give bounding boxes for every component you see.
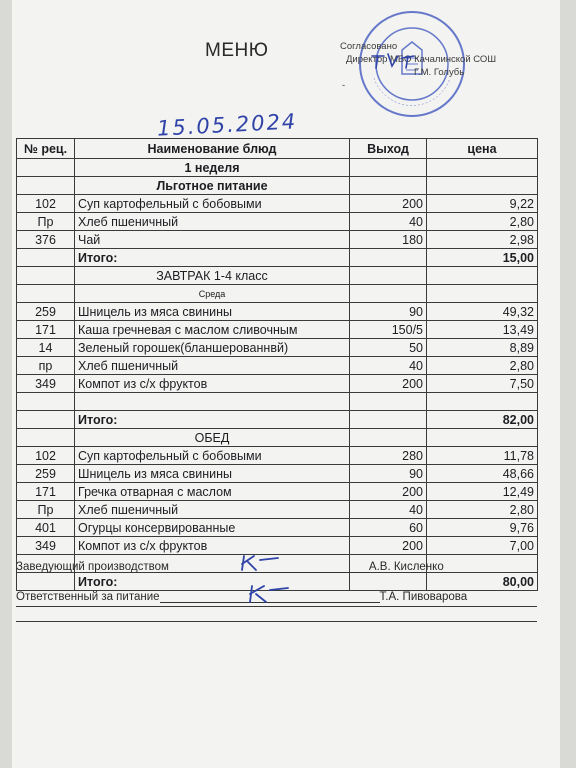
- nutrition-responsible-label: Ответственный за питание: [16, 591, 160, 603]
- empty-cell: [17, 393, 75, 411]
- output-cell: 40: [350, 501, 427, 519]
- table-row: [17, 357, 538, 375]
- dish-name-cell: Суп картофельный с бобовыми: [75, 195, 350, 213]
- production-manager-signature: [238, 552, 288, 574]
- empty-cell: [17, 267, 75, 285]
- empty-cell: [17, 285, 75, 303]
- table-row: [17, 519, 538, 537]
- production-manager-label: Заведующий производством: [16, 561, 169, 573]
- nutrition-responsible-name: Т.А. Пивоварова: [379, 591, 468, 603]
- recipe-code-cell: 349: [17, 375, 75, 393]
- table-row: [17, 303, 538, 321]
- table-row: [17, 321, 538, 339]
- output-cell: 180: [350, 231, 427, 249]
- price-cell: 12,49: [427, 483, 538, 501]
- price-cell: 7,50: [427, 375, 538, 393]
- price-cell: 9,76: [427, 519, 538, 537]
- section-heading-cell: ЗАВТРАК 1-4 класс: [75, 267, 350, 285]
- document-title: МЕНЮ: [205, 40, 269, 61]
- table-row: [17, 447, 538, 465]
- recipe-code-cell: 376: [17, 231, 75, 249]
- price-cell: 9,22: [427, 195, 538, 213]
- table-row: [17, 267, 538, 285]
- output-cell: 200: [350, 537, 427, 555]
- price-cell: 2,98: [427, 231, 538, 249]
- output-cell: 40: [350, 213, 427, 231]
- output-cell: 280: [350, 447, 427, 465]
- dish-name-cell: Чай: [75, 231, 350, 249]
- recipe-code-cell: 171: [17, 321, 75, 339]
- table-row: [17, 231, 538, 249]
- recipe-code-cell: Пр: [17, 213, 75, 231]
- recipe-code-cell: 259: [17, 465, 75, 483]
- handwritten-date: 15.05.2024: [156, 109, 298, 141]
- output-cell: 200: [350, 375, 427, 393]
- empty-cell: [427, 177, 538, 195]
- recipe-code-cell: 14: [17, 339, 75, 357]
- approval-heading: Согласовано: [340, 41, 398, 52]
- empty-cell: [427, 267, 538, 285]
- dish-name-cell: Зеленый горошек(бланшерованнвй): [75, 339, 350, 357]
- output-cell: 90: [350, 303, 427, 321]
- dish-name-cell: Хлеб пшеничный: [75, 357, 350, 375]
- recipe-code-cell: 401: [17, 519, 75, 537]
- recipe-code-cell: 102: [17, 447, 75, 465]
- recipe-code-cell: 349: [17, 537, 75, 555]
- empty-cell: [350, 429, 427, 447]
- price-cell: 8,89: [427, 339, 538, 357]
- output-cell: 50: [350, 339, 427, 357]
- table-row: [17, 465, 538, 483]
- section-heading-cell: Льготное питание: [75, 177, 350, 195]
- menu-table-body: [17, 159, 538, 591]
- section-heading-cell: 1 неделя: [75, 159, 350, 177]
- recipe-code-cell: Пр: [17, 501, 75, 519]
- table-row: [17, 483, 538, 501]
- nutrition-responsible-line: [16, 590, 467, 603]
- total-price-cell: 15,00: [427, 249, 538, 267]
- dish-name-cell: Гречка отварная с маслом: [75, 483, 350, 501]
- day-label-cell: Среда: [75, 285, 350, 303]
- table-row: [17, 249, 538, 267]
- column-header-price: цена: [427, 139, 538, 159]
- section-heading-cell: ОБЕД: [75, 429, 350, 447]
- output-cell: 200: [350, 195, 427, 213]
- table-row: [17, 393, 538, 411]
- total-label-cell: Итого:: [75, 573, 350, 591]
- dish-name-cell: Суп картофельный с бобовыми: [75, 447, 350, 465]
- bottom-rule: [16, 606, 537, 607]
- empty-cell: [350, 573, 427, 591]
- dish-name-cell: Компот из с/х фруктов: [75, 537, 350, 555]
- form-bottom-border: [16, 621, 537, 622]
- empty-cell: [427, 393, 538, 411]
- table-row: [17, 177, 538, 195]
- menu-table: [16, 138, 538, 591]
- total-label-cell: Итого:: [75, 249, 350, 267]
- dish-name-cell: Шницель из мяса свинины: [75, 465, 350, 483]
- table-row: [17, 429, 538, 447]
- price-cell: 2,80: [427, 213, 538, 231]
- empty-cell: [427, 429, 538, 447]
- price-cell: 48,66: [427, 465, 538, 483]
- empty-cell: [17, 411, 75, 429]
- table-row: [17, 375, 538, 393]
- empty-cell: [350, 411, 427, 429]
- price-cell: 13,49: [427, 321, 538, 339]
- total-price-cell: 80,00: [427, 573, 538, 591]
- dish-name-cell: Шницель из мяса свинины: [75, 303, 350, 321]
- table-row: [17, 213, 538, 231]
- empty-cell: [17, 249, 75, 267]
- recipe-code-cell: 259: [17, 303, 75, 321]
- price-cell: 49,32: [427, 303, 538, 321]
- production-manager-line: [16, 560, 444, 573]
- price-cell: 2,80: [427, 501, 538, 519]
- recipe-code-cell: 171: [17, 483, 75, 501]
- column-header-output: Выход: [350, 139, 427, 159]
- empty-cell: [350, 267, 427, 285]
- empty-cell: [350, 393, 427, 411]
- recipe-code-cell: пр: [17, 357, 75, 375]
- total-label-cell: Итого:: [75, 411, 350, 429]
- approval-dash: -: [342, 80, 346, 91]
- output-cell: 90: [350, 465, 427, 483]
- dish-name-cell: Хлеб пшеничный: [75, 501, 350, 519]
- empty-cell: [75, 393, 350, 411]
- output-cell: 200: [350, 483, 427, 501]
- dish-name-cell: Компот из с/х фруктов: [75, 375, 350, 393]
- table-row: [17, 339, 538, 357]
- approval-position: Директор МБО Качалинской СОШ: [346, 54, 497, 65]
- approval-signer: Г.М. Голубь: [414, 67, 465, 78]
- column-header-name: Наименование блюд: [75, 139, 350, 159]
- empty-cell: [427, 159, 538, 177]
- output-cell: 150/5: [350, 321, 427, 339]
- dish-name-cell: Каша гречневая с маслом сливочным: [75, 321, 350, 339]
- table-header-row: [17, 139, 538, 159]
- empty-cell: [427, 285, 538, 303]
- column-header-code: № рец.: [17, 139, 75, 159]
- empty-cell: [350, 285, 427, 303]
- empty-cell: [17, 177, 75, 195]
- dish-name-cell: Хлеб пшеничный: [75, 213, 350, 231]
- production-manager-name: А.В. Кисленко: [368, 561, 444, 573]
- director-signature: [368, 50, 428, 72]
- price-cell: 11,78: [427, 447, 538, 465]
- table-row: [17, 285, 538, 303]
- price-cell: 2,80: [427, 357, 538, 375]
- empty-cell: [350, 249, 427, 267]
- output-cell: 60: [350, 519, 427, 537]
- price-cell: 7,00: [427, 537, 538, 555]
- nutrition-responsible-signature: [246, 582, 296, 606]
- empty-cell: [17, 573, 75, 591]
- empty-cell: [17, 429, 75, 447]
- total-price-cell: 82,00: [427, 411, 538, 429]
- empty-cell: [350, 159, 427, 177]
- empty-cell: [350, 177, 427, 195]
- dish-name-cell: Огурцы консервированные: [75, 519, 350, 537]
- table-row: [17, 501, 538, 519]
- empty-cell: [17, 159, 75, 177]
- table-row: [17, 159, 538, 177]
- output-cell: 40: [350, 357, 427, 375]
- recipe-code-cell: 102: [17, 195, 75, 213]
- table-row: [17, 411, 538, 429]
- table-row: [17, 195, 538, 213]
